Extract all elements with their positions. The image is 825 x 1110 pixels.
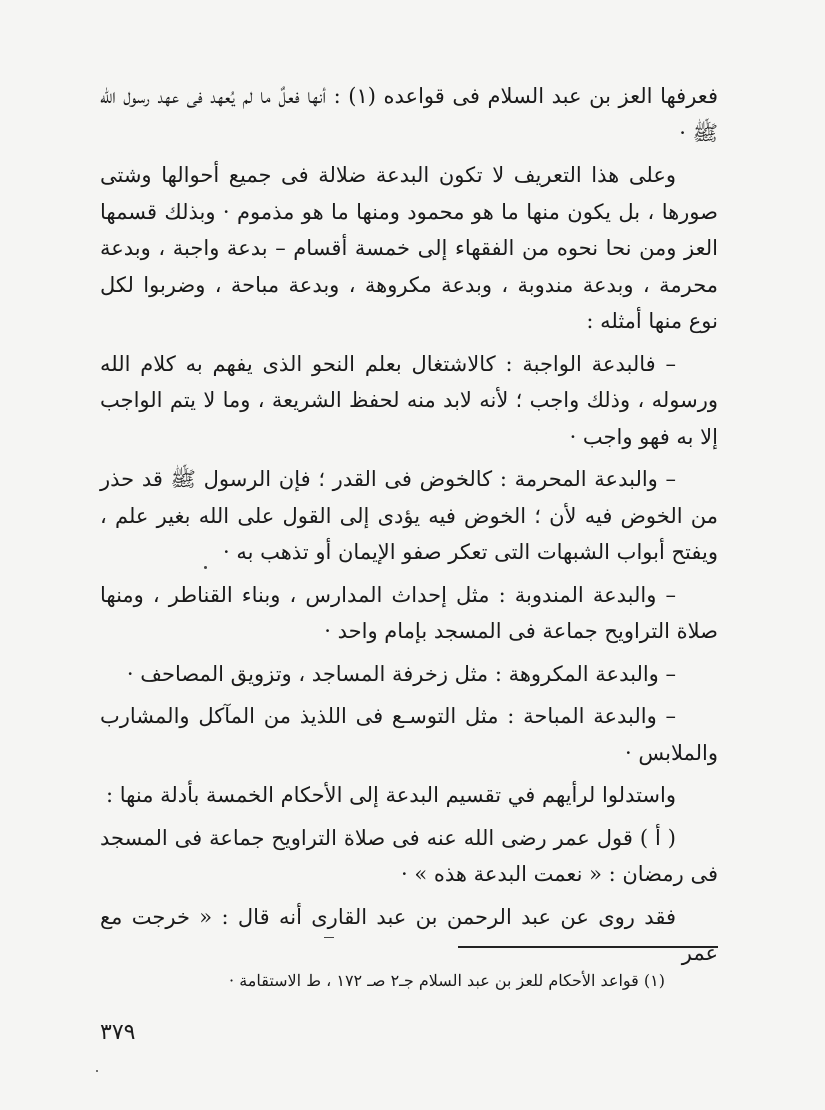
paragraph-9: ( أ ) قول عمر رضى الله عنه فى صلاة التراويح جماعة فى المسجد فى رمضان : « نعمت البدعة هذه » · [100, 825, 718, 886]
paragraph-10: فقد روى عن عبد الرحمن بن عبد القارى أنه قال : « خرجت مع عمر [100, 904, 718, 965]
paragraph-7: – والبدعة المباحة : مثل التوسـع فى اللذيذ من المآكل والمشارب والملابس · [100, 704, 718, 765]
paragraph-1: فعرفها العز بن عبد السلام فى قواعده (١) : أنها فعلٌ ما لم يُعهد فى عهد رسول الله ﷺ · [100, 84, 718, 145]
paragraph-4: – والبدعة المحرمة : كالخوض فى القدر ؛ فإن الرسول ﷺ قد حذر من الخوض فيه لأن ؛ الخوض فيه يؤدى إلى القول على الله بغير علم ، ويفتح أبواب الشبهات التى تعكر صفو الإيمان أو تذهب به · [100, 467, 718, 564]
scan-speck [324, 937, 334, 938]
paragraph-8: واستدلوا لرأيهم في تقسيم البدعة إلى الأحكام الخمسة بأدلة منها : [106, 783, 676, 807]
paragraph-2: وعلى هذا التعريف لا تكون البدعة ضلالة فى جميع أحوالها وشتى صورها ، بل يكون منها ما هو محمود ومنها ما هو مذموم · وبذلك قسمها العز ومن نحا نحوه من الفقهاء إلى خمسة أقسام – بدعة واجبة ، وبدعة محرمة ، وبدعة مندوبة ، وبدعة مكروهة ، وبدعة مباحة ، وضربوا لكل نوع منها أمثله : [100, 163, 718, 333]
footnote-divider [458, 946, 718, 948]
scan-speck [204, 566, 207, 569]
page-number: ٣٧٩ [100, 1020, 136, 1045]
main-text [100, 78, 718, 978]
paragraph-6: – والبدعة المكروهة : مثل زخرفة المساجد ، وتزويق المصاحف · [126, 661, 676, 686]
footnote: (١) قواعد الأحكام للعز بن عبد السلام جـ٢ صـ ١٧٢ ، ط الاستقامة · [229, 971, 665, 990]
paragraph-5: – والبدعة المندوبة : مثل إحداث المدارس ، وبناء القناطر ، ومنها صلاة التراويح جماعة فى المسجد بإمام واحد · [100, 582, 718, 643]
paragraph-3: – فالبدعة الواجبة : كالاشتغال بعلم النحو الذى يفهم به كلام الله ورسوله ، وذلك واجب ؛ لأنه لابد منه لحفظ الشريعة ، وما لا يتم الواجب إلا به فهو واجب · [100, 351, 718, 449]
scan-speck [96, 1070, 98, 1072]
